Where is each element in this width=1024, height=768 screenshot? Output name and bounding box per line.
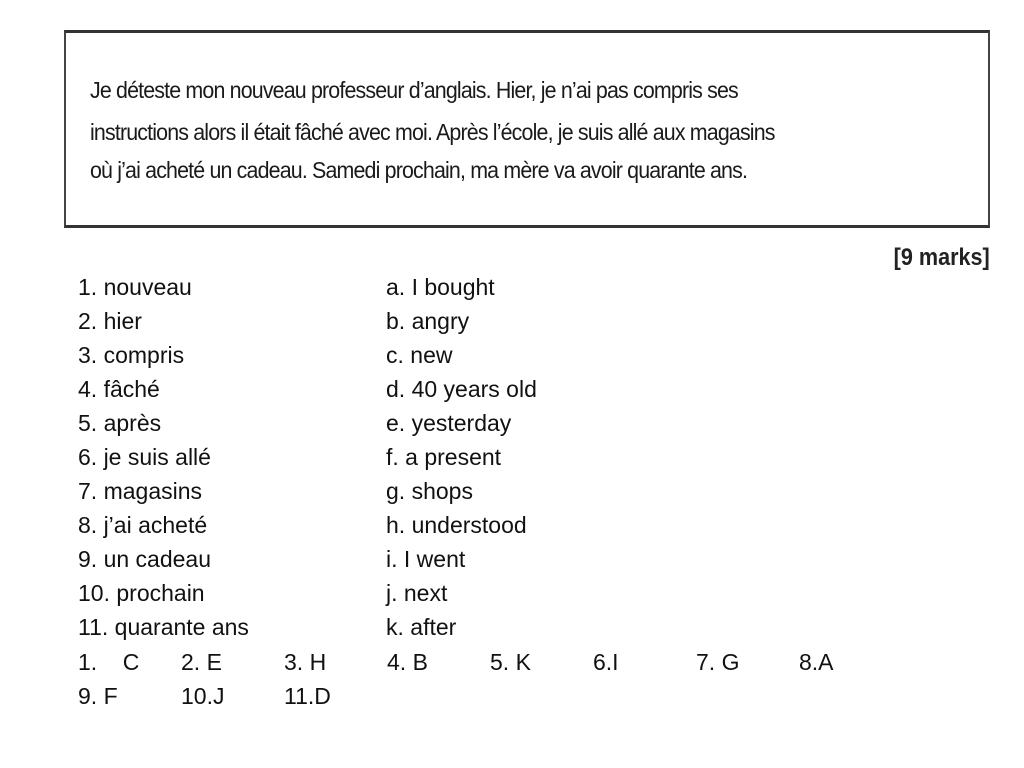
french-word: 4. fâché: [78, 375, 160, 402]
answer-item: 9. F: [78, 682, 118, 709]
marks-label: [9 marks]: [893, 244, 990, 271]
answer-row-1: [78, 645, 902, 679]
french-word: 10. prochain: [78, 580, 205, 607]
english-meaning: i. I went: [386, 546, 466, 573]
answer-item: 2. E: [181, 648, 222, 675]
vocab-row: [78, 338, 537, 372]
english-meaning: e. yesterday: [386, 409, 512, 436]
english-meaning: a. I bought: [386, 273, 495, 300]
english-meaning: j. next: [386, 580, 448, 607]
answer-item: 7. G: [696, 648, 740, 675]
english-meaning: d. 40 years old: [386, 375, 537, 402]
english-meaning: h. understood: [386, 512, 527, 539]
vocab-row: [78, 509, 537, 543]
french-word: 7. magasins: [78, 478, 203, 505]
vocab-list: [78, 270, 537, 645]
answer-item: 8.A: [799, 648, 834, 675]
vocab-row: [78, 406, 537, 440]
english-meaning: k. after: [386, 614, 457, 641]
answer-item: 1. C: [78, 648, 140, 675]
answer-item: 5. K: [490, 648, 531, 675]
answer-item: 6.I: [593, 648, 619, 675]
french-word: 1. nouveau: [78, 273, 192, 300]
passage-line-3: où j’ai acheté un cadeau. Samedi prochain, ma mère va avoir quarante ans.: [90, 157, 748, 183]
french-word: 3. compris: [78, 341, 185, 368]
passage-box: [64, 30, 990, 228]
answer-row-2: [78, 679, 902, 713]
vocab-row: [78, 611, 537, 645]
vocab-row: [78, 372, 537, 406]
passage-line-2: instructions alors il était fâché avec moi. Après l’école, je suis allé aux magasins: [90, 119, 775, 145]
vocab-row: [78, 475, 537, 509]
french-word: 8. j’ai acheté: [78, 512, 208, 539]
french-word: 2. hier: [78, 307, 142, 334]
passage-line-1: Je déteste mon nouveau professeur d’anglais. Hier, je n’ai pas compris ses: [90, 77, 738, 103]
vocab-row: [78, 543, 537, 577]
english-meaning: g. shops: [386, 478, 473, 505]
answer-item: 11.D: [284, 682, 331, 709]
english-meaning: b. angry: [386, 307, 470, 334]
vocab-row: [78, 304, 537, 338]
french-word: 6. je suis allé: [78, 444, 211, 471]
answer-item: 4. B: [387, 648, 428, 675]
english-meaning: f. a present: [386, 444, 502, 471]
vocab-row: [78, 440, 537, 474]
vocab-row: [78, 270, 537, 304]
answer-item: 3. H: [284, 648, 327, 675]
french-word: 11. quarante ans: [78, 614, 249, 641]
english-meaning: c. new: [386, 341, 453, 368]
answer-item: 10.J: [181, 682, 225, 709]
vocab-row: [78, 577, 537, 611]
french-word: 9. un cadeau: [78, 546, 212, 573]
answer-key: [78, 645, 902, 713]
french-word: 5. après: [78, 409, 162, 436]
